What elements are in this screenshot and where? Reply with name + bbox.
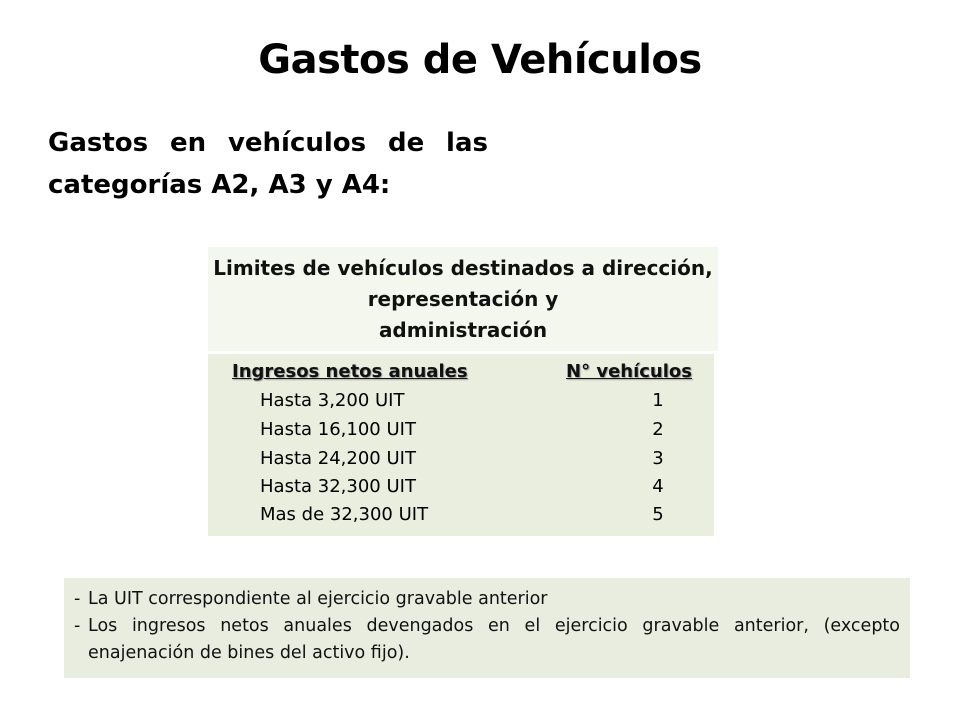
limits-header-line-3: administración bbox=[378, 318, 548, 342]
table-row bbox=[208, 416, 714, 444]
vehicles-cell: 3 bbox=[652, 448, 664, 469]
limits-header-line-2: representación y bbox=[367, 287, 559, 311]
limits-header-line-1: Limites de vehículos destinados a dirección, bbox=[213, 256, 713, 280]
column-header-vehicles: N° vehículos bbox=[566, 361, 692, 382]
income-cell: Hasta 32,300 UIT bbox=[260, 476, 416, 497]
note-dash: - bbox=[74, 589, 81, 609]
limits-table bbox=[208, 354, 714, 536]
table-row bbox=[208, 473, 714, 501]
vehicles-cell: 1 bbox=[652, 390, 664, 411]
slide-subtitle bbox=[48, 122, 488, 206]
column-header-income: Ingresos netos anuales bbox=[232, 361, 468, 382]
note-text: La UIT correspondiente al ejercicio gravable anterior bbox=[88, 589, 548, 609]
subtitle-line-2: categorías A2, A3 y A4: bbox=[48, 170, 391, 200]
vehicles-cell: 4 bbox=[652, 476, 664, 497]
income-cell: Hasta 24,200 UIT bbox=[260, 448, 416, 469]
table-row bbox=[208, 445, 714, 473]
income-cell: Mas de 32,300 UIT bbox=[260, 504, 429, 525]
vehicles-cell: 2 bbox=[652, 419, 664, 440]
table-row bbox=[208, 387, 714, 415]
note-dash: - bbox=[74, 616, 81, 636]
note-item bbox=[74, 613, 900, 667]
income-cell: Hasta 16,100 UIT bbox=[260, 419, 416, 440]
income-cell: Hasta 3,200 UIT bbox=[260, 390, 405, 411]
notes-box bbox=[64, 578, 910, 678]
note-item bbox=[74, 586, 900, 613]
table-row bbox=[208, 501, 714, 529]
vehicles-cell: 5 bbox=[652, 504, 664, 525]
slide-title: Gastos de Vehículos bbox=[258, 37, 702, 83]
limits-table-header bbox=[208, 247, 718, 351]
note-text: Los ingresos netos anuales devengados en el ejercicio gravable anterior, (excepto enajenación de bines del activo fijo). bbox=[88, 616, 900, 663]
subtitle-line-1: Gastos en vehículos de las bbox=[48, 128, 488, 158]
